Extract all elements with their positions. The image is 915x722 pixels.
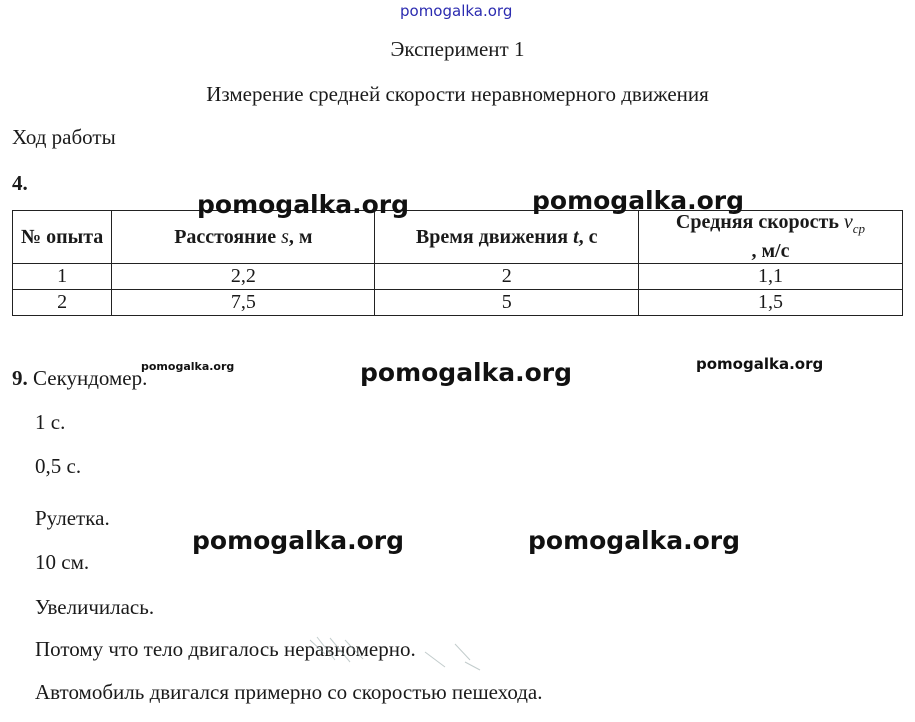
- cell-distance: 2,2: [112, 264, 375, 290]
- answer-line: Потому что тело двигалось неравномерно.: [35, 637, 416, 661]
- answer-line: Рулетка.: [35, 506, 110, 530]
- cell-num: 1: [13, 264, 112, 290]
- cell-time: 2: [375, 264, 639, 290]
- results-table: [12, 210, 903, 316]
- watermark-text: pomogalka.org: [532, 186, 745, 215]
- watermark-text: pomogalka.org: [528, 526, 741, 555]
- watermark-text: pomogalka.org: [192, 526, 405, 555]
- document-title: Эксперимент 1: [390, 37, 525, 61]
- answer-line: 1 с.: [35, 410, 66, 434]
- answer-line: 0,5 с.: [35, 454, 82, 478]
- step-4-number: 4.: [12, 171, 28, 195]
- cell-speed: 1,5: [638, 290, 902, 316]
- header-experiment-number: № опыта: [13, 211, 112, 264]
- cell-time: 5: [375, 290, 639, 316]
- header-average-speed: Средняя скорость $v_{ср}$ , м/с: [638, 211, 902, 264]
- table-header-row: [13, 211, 903, 264]
- document-subtitle: Измерение средней скорости неравномерного движения: [206, 82, 709, 106]
- header-distance: Расстояние s, м: [112, 211, 375, 264]
- watermark-text: pomogalka.org: [360, 358, 573, 387]
- scribble-mark: [305, 632, 485, 672]
- answer-line: Увеличилась.: [35, 595, 155, 619]
- table-row: [13, 290, 903, 316]
- cell-distance: 7,5: [112, 290, 375, 316]
- step-9-number: 9.: [12, 366, 28, 390]
- watermark-text: pomogalka.org: [696, 355, 824, 373]
- answer-line: 10 см.: [35, 550, 90, 574]
- step-9: [12, 366, 147, 391]
- watermark-text: pomogalka.org: [141, 360, 235, 373]
- header-time: Время движения t, с: [375, 211, 639, 264]
- table-row: [13, 264, 903, 290]
- answer-line: Автомобиль двигался примерно со скоростью пешехода.: [35, 680, 543, 704]
- step-9-text: Секундомер.: [27, 366, 148, 390]
- section-heading: Ход работы: [12, 125, 116, 149]
- site-link[interactable]: pomogalka.org: [400, 2, 513, 20]
- cell-speed: 1,1: [638, 264, 902, 290]
- watermark-text: pomogalka.org: [197, 190, 410, 219]
- cell-num: 2: [13, 290, 112, 316]
